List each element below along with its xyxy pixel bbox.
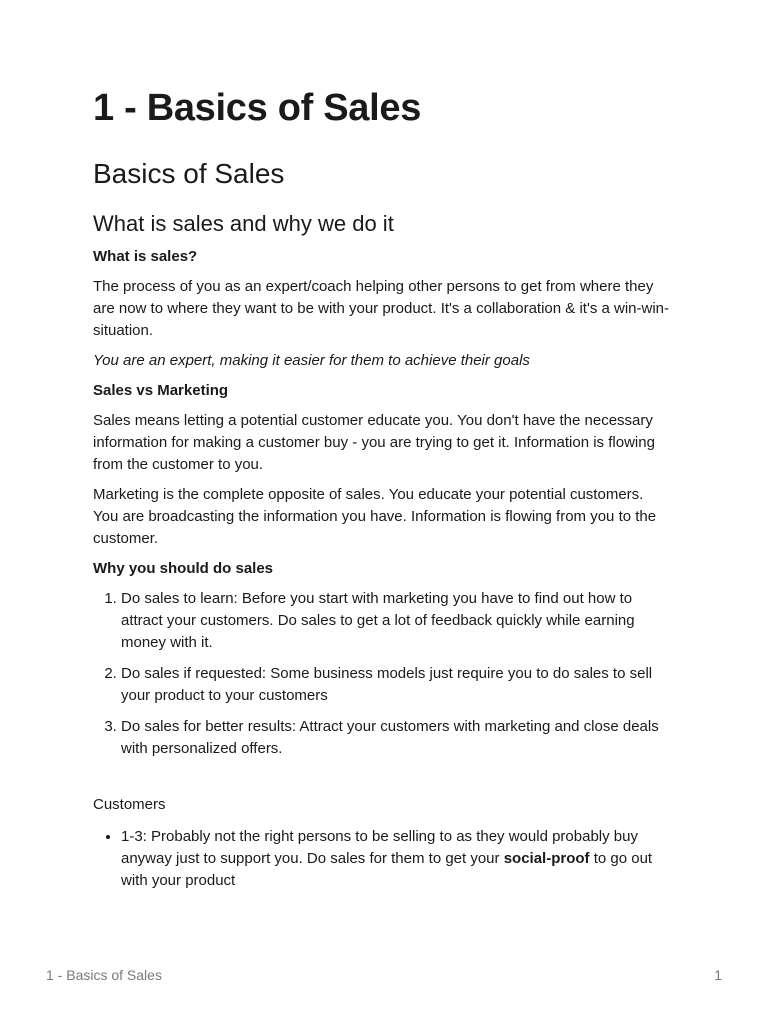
why-sales-label: Why you should do sales (93, 560, 274, 577)
page-title: 1 - Basics of Sales (93, 87, 422, 129)
social-proof-term: social-proof (503, 850, 590, 867)
page-subtitle: Basics of Sales (93, 158, 285, 189)
list-item: 3. Do sales for better results: Attract your customers with marketing and close deals with personalized offers. (121, 716, 671, 760)
sales-vs-marketing-label: Sales vs Marketing (93, 382, 229, 399)
list-item: 1. Do sales to learn: Before you start with marketing you have to find out how to attract your customers. Do sales to get a lot of feedback quickly while earning money with it. (121, 588, 671, 654)
section-heading: What is sales and why we do it (93, 211, 394, 236)
what-is-sales-paragraph: The process of you as an expert/coach helping other persons to get from where they are now to where they want to be with your product. It's a collaboration & it's a win-win-situation. (93, 278, 670, 339)
list-item (121, 826, 671, 892)
footer-doc-title: 1 - Basics of Sales (46, 967, 162, 983)
customers-label: Customers (93, 796, 166, 813)
expert-note: You are an expert, making it easier for them to achieve their goals (93, 352, 530, 369)
document-body (93, 246, 671, 901)
what-is-sales-label: What is sales? (93, 248, 198, 265)
marketing-paragraph: Marketing is the complete opposite of sales. You educate your potential customers. You are broadcasting the information you have. Information is flowing from you to the customer. (93, 486, 657, 547)
customer-bullet-text: 1-3: Probably not the right persons to be selling to as they would probably buy anyway just to support you. Do sales for them to get your (121, 828, 638, 867)
customers-list (93, 826, 671, 892)
list-item: 2. Do sales if requested: Some business models just require you to do sales to sell your product to your customers (121, 663, 671, 707)
customer-bullet-suffix: to go out with your product (121, 850, 653, 889)
footer-page-number: 1 (714, 967, 722, 983)
why-sales-list (93, 588, 671, 760)
sales-paragraph: Sales means letting a potential customer educate you. You don't have the necessary information for making a customer buy - you are trying to get it. Information is flowing from the customer to you. (93, 412, 655, 473)
